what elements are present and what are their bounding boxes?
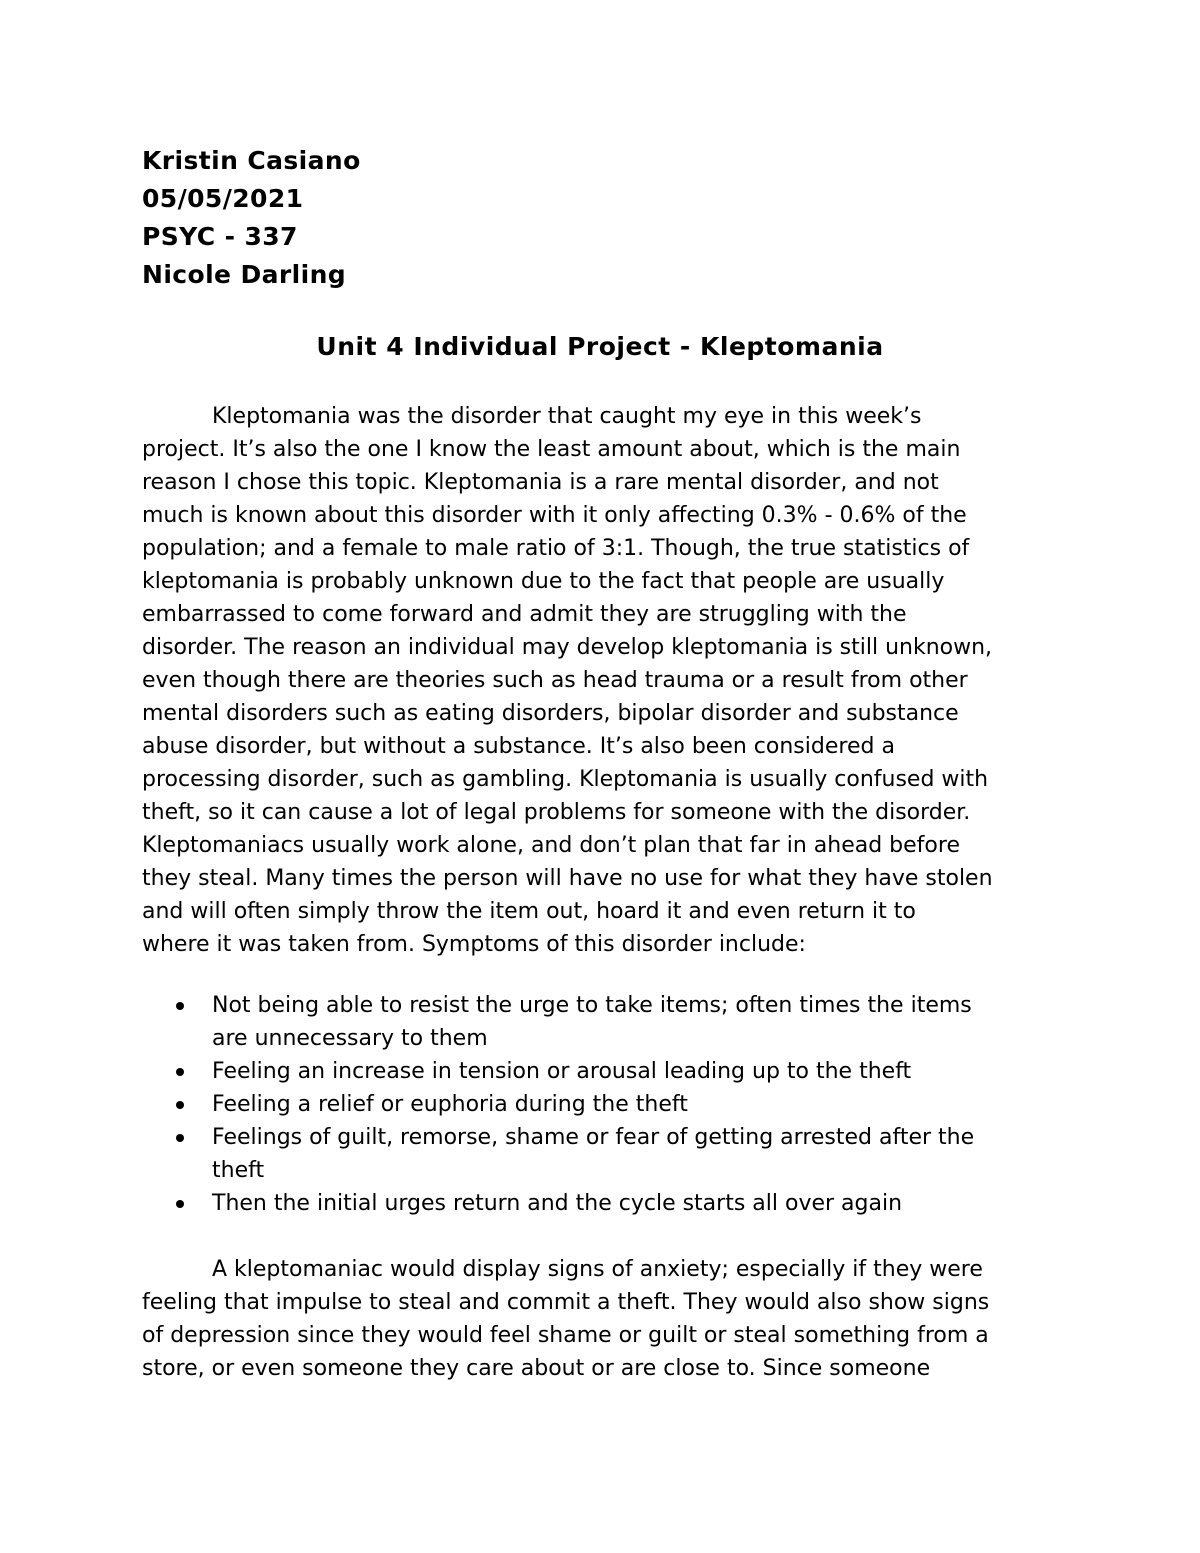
paragraph-line: population; and a female to male ratio of 3:1. Though, the true statistics of (142, 536, 970, 561)
paragraph-line: abuse disorder, but without a substance. It’s also been considered a (142, 734, 895, 759)
paragraph-line: feeling that impulse to steal and commit a theft. They would also show signs (142, 1290, 990, 1315)
submission-date: 05/05/2021 (142, 184, 304, 213)
list-item (142, 1088, 1062, 1121)
paragraph-line: reason I chose this topic. Kleptomania is a rare mental disorder, and not (142, 470, 939, 495)
bullet-icon (176, 1200, 184, 1208)
document-header (142, 142, 742, 294)
bullet-icon (176, 1134, 184, 1142)
paragraph-line: and will often simply throw the item out, hoard it and even return it to (142, 899, 916, 924)
list-item (142, 989, 1062, 1055)
list-item (142, 1055, 1062, 1088)
paragraph-line: project. It’s also the one I know the least amount about, which is the main (142, 437, 961, 462)
paragraph-line: kleptomania is probably unknown due to the fact that people are usually (142, 569, 945, 594)
paragraph-line: even though there are theories such as head trauma or a result from other (142, 668, 968, 693)
list-item (142, 1187, 1062, 1220)
document-title: Unit 4 Individual Project - Kleptomania (316, 332, 884, 361)
paragraph-line: Kleptomania was the disorder that caught my eye in this week’s (212, 404, 922, 429)
list-item-line: are unnecessary to them (212, 1026, 488, 1051)
paragraph-line: embarrassed to come forward and admit they are struggling with the (142, 602, 907, 627)
list-item-line: theft (212, 1158, 265, 1183)
paragraph-line: disorder. The reason an individual may develop kleptomania is still unknown, (142, 635, 993, 660)
body-paragraph-2 (142, 1253, 1062, 1385)
author-name: Kristin Casiano (142, 146, 361, 175)
paragraph-line: Kleptomaniacs usually work alone, and don’t plan that far in ahead before (142, 833, 960, 858)
paragraph-line: mental disorders such as eating disorders, bipolar disorder and substance (142, 701, 959, 726)
instructor-name: Nicole Darling (142, 260, 347, 289)
paragraph-line: store, or even someone they care about or are close to. Since someone (142, 1356, 931, 1381)
paragraph-line: where it was taken from. Symptoms of this disorder include: (142, 932, 806, 957)
bullet-icon (176, 1068, 184, 1076)
paragraph-line: much is known about this disorder with it only affecting 0.3% - 0.6% of the (142, 503, 967, 528)
paragraph-line: theft, so it can cause a lot of legal problems for someone with the disorder. (142, 800, 971, 825)
bullet-icon (176, 1002, 184, 1010)
list-item-line: Feeling an increase in tension or arousal leading up to the theft (212, 1059, 912, 1084)
list-item (142, 1121, 1062, 1187)
list-item-line: Then the initial urges return and the cycle starts all over again (212, 1191, 903, 1216)
paragraph-line: they steal. Many times the person will have no use for what they have stolen (142, 866, 993, 891)
list-item-line: Feelings of guilt, remorse, shame or fear of getting arrested after the (212, 1125, 975, 1150)
bullet-icon (176, 1101, 184, 1109)
course-code: PSYC - 337 (142, 222, 298, 251)
list-item-line: Feeling a relief or euphoria during the theft (212, 1092, 688, 1117)
paragraph-line: processing disorder, such as gambling. Kleptomania is usually confused with (142, 767, 989, 792)
body-paragraph-1 (142, 400, 1062, 961)
symptoms-list (142, 989, 1062, 1220)
paragraph-line: A kleptomaniac would display signs of anxiety; especially if they were (212, 1257, 983, 1282)
paragraph-line: of depression since they would feel shame or guilt or steal something from a (142, 1323, 989, 1348)
list-item-line: Not being able to resist the urge to take items; often times the items (212, 993, 972, 1018)
